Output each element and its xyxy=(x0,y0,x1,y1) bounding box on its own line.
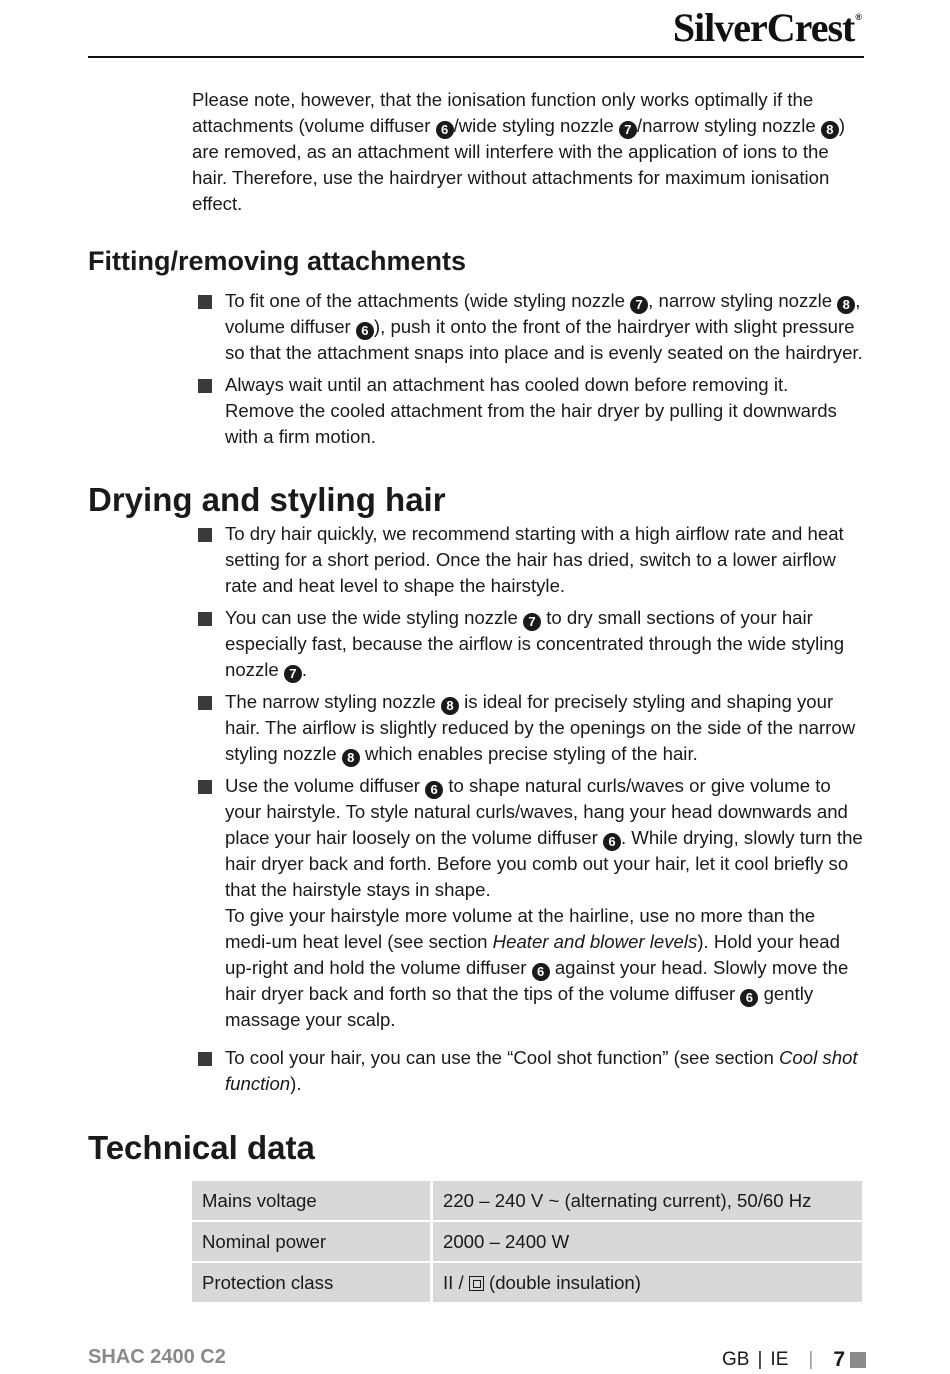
list-item: To fit one of the attachments (wide styling nozzle 7 , narrow styling nozzle 8 , volume diffuser 6 ), push it onto the front of the hairdryer with slight pressure so that the attachment snaps into place and is evenly seated on the hairdryer. xyxy=(88,288,864,366)
callout-number: 6 xyxy=(356,322,374,340)
double-insulation-icon xyxy=(469,1276,484,1291)
callout-number: 6 xyxy=(740,989,758,1007)
bullet-square-icon xyxy=(198,528,212,542)
callout-number: 7 xyxy=(619,121,637,139)
callout-number: 6 xyxy=(436,121,454,139)
page-marker-icon xyxy=(850,1352,866,1368)
callout-number: 6 xyxy=(532,963,550,981)
table-cell-label: Mains voltage xyxy=(192,1181,430,1220)
drying-list xyxy=(88,521,864,1097)
list-item: To dry hair quickly, we recommend starting with a high airflow rate and heat setting for a short period. Once the hair has dried, switch to a lower airflow rate and heat level to shape the hairstyle. xyxy=(88,521,864,599)
section-reference: Cool shot function xyxy=(225,1047,858,1094)
page-number: 7 xyxy=(833,1348,845,1371)
callout-number: 6 xyxy=(603,833,621,851)
header-rule xyxy=(88,56,864,58)
table-row xyxy=(192,1181,862,1220)
callout-number: 8 xyxy=(441,697,459,715)
callout-number: 7 xyxy=(523,613,541,631)
page-content xyxy=(88,87,864,1304)
bullet-square-icon xyxy=(198,1052,212,1066)
table-cell-label: Nominal power xyxy=(192,1222,430,1261)
registered-mark: ® xyxy=(855,12,862,22)
technical-data-table xyxy=(192,1179,862,1304)
callout-number: 7 xyxy=(284,665,302,683)
footer-country: GB xyxy=(722,1349,750,1370)
section-reference: Heater and blower levels xyxy=(492,931,698,952)
table-cell-label: Protection class xyxy=(192,1263,430,1302)
table-cell-value: II / (double insulation) xyxy=(430,1263,862,1302)
callout-number: 8 xyxy=(837,296,855,314)
table-cell-value: 2000 – 2400 W xyxy=(430,1222,862,1261)
callout-number: 8 xyxy=(342,749,360,767)
footer-divider: | xyxy=(757,1349,763,1370)
bullet-square-icon xyxy=(198,780,212,794)
footer-country: IE xyxy=(770,1349,789,1370)
table-row xyxy=(192,1222,862,1261)
table-row xyxy=(192,1263,862,1302)
bullet-square-icon xyxy=(198,379,212,393)
list-item: Use the volume diffuser 6 to shape natural curls/waves or give volume to your hairstyle. To style natural curls/waves, hang your head downwards and place your hair loosely on the volume diffuser 6 . While drying, slowly turn the hair dryer back and forth. Before you comb out your hair, let it cool briefly so that the hairstyle stays in shape. To give your hairstyle more volume at the hairline, use no more than the medi-um heat level (see section Heater and blower levels). Hold your head up-right and hold the volume diffuser 6 against your head. Slowly move the hair dryer back and forth so that the tips of the volume diffuser 6 gently massage your scalp. xyxy=(88,773,864,1033)
callout-number: 7 xyxy=(630,296,648,314)
footer-separator: | xyxy=(808,1349,814,1370)
footer-page-info xyxy=(722,1348,866,1372)
list-item: Always wait until an attachment has cooled down before removing it. Remove the cooled attachment from the hair dryer by pulling it downwards with a firm motion. xyxy=(88,372,864,450)
bullet-square-icon xyxy=(198,696,212,710)
list-item: The narrow styling nozzle 8 is ideal for precisely styling and shaping your hair. The airflow is slightly reduced by the openings on the side of the narrow styling nozzle 8 which enables precise styling of the hair. xyxy=(88,689,864,767)
list-item: You can use the wide styling nozzle 7 to dry small sections of your hair especially fast, because the airflow is concentrated through the wide styling nozzle 7 . xyxy=(88,605,864,683)
list-item: To cool your hair, you can use the “Cool shot function” (see section Cool shot function). xyxy=(88,1045,864,1097)
drying-heading: Drying and styling hair xyxy=(88,481,446,518)
footer-model: SHAC 2400 C2 xyxy=(88,1346,226,1368)
callout-number: 8 xyxy=(821,121,839,139)
bullet-square-icon xyxy=(198,612,212,626)
fitting-heading: Fitting/removing attachments xyxy=(88,246,467,276)
bullet-square-icon xyxy=(198,295,212,309)
fitting-list xyxy=(88,288,864,450)
callout-number: 6 xyxy=(425,781,443,799)
technical-heading: Technical data xyxy=(88,1129,315,1166)
table-cell-value: 220 – 240 V ~ (alternating current), 50/60 Hz xyxy=(430,1181,862,1220)
brand-logo xyxy=(673,4,862,51)
intro-paragraph: Please note, however, that the ionisation function only works optimally if the attachments (volume diffuser 6 /wide styling nozzle 7 /narrow styling nozzle 8 ) are removed, as an attachment will interfere with the application of ions to the hair. Therefore, use the hairdryer without attachments for maximum ionisation effect. xyxy=(192,89,846,214)
brand-name: SilverCrest xyxy=(672,5,855,50)
